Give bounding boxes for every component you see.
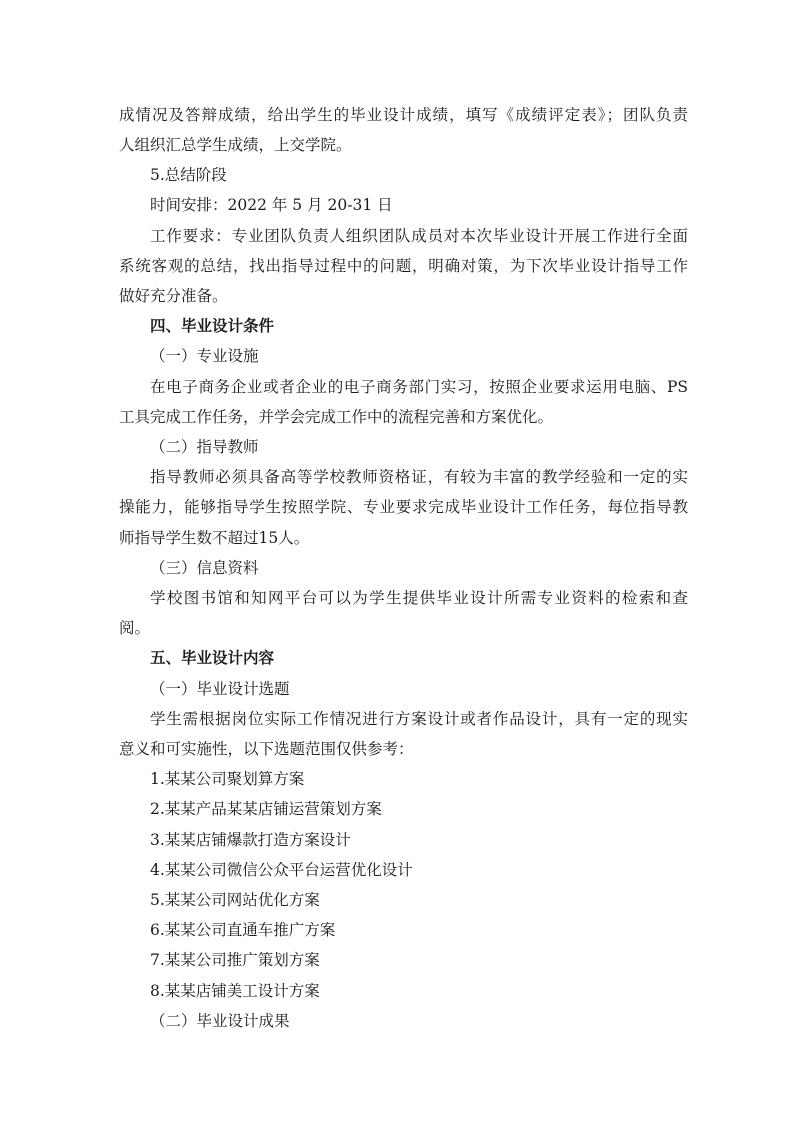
section-heading: 四、毕业设计条件 <box>150 317 275 335</box>
paragraph-line: 时间安排：2022 年 5 月 20-31 日 <box>150 196 393 214</box>
paragraph-line: 意义和可实施性，以下选题范围仅供参考： <box>119 740 414 758</box>
list-item: 1.某某公司聚划算方案 <box>150 770 305 788</box>
list-item: 3.某某店铺爆款打造方案设计 <box>150 831 351 849</box>
section-heading: 5.总结阶段 <box>150 166 227 184</box>
paragraph-line: 阅。 <box>119 619 151 637</box>
subsection-heading: （二）指导教师 <box>150 438 259 456</box>
paragraph-line: 成情况及答辩成绩，给出学生的毕业设计成绩，填写《成绩评定表》；团队负责 <box>119 106 688 124</box>
list-item: 5.某某公司网站优化方案 <box>150 891 320 909</box>
paragraph-line: 操能力，能够指导学生按照学院、专业要求完成毕业设计工作任务，每位指导教 <box>119 498 688 516</box>
paragraph-line: 学校图书馆和知网平台可以为学生提供毕业设计所需专业资料的检索和查 <box>150 589 688 607</box>
list-item: 4.某某公司微信公众平台运营优化设计 <box>150 861 413 879</box>
paragraph-line: 做好充分准备。 <box>119 287 228 305</box>
list-item: 8.某某店铺美工设计方案 <box>150 982 320 1000</box>
paragraph-line: 师指导学生数不超过15人。 <box>119 529 310 547</box>
paragraph-line: 工具完成工作任务，并学会完成工作中的流程完善和方案优化。 <box>119 408 554 426</box>
paragraph-line: 在电子商务企业或者企业的电子商务部门实习，按照企业要求运用电脑、PS <box>150 378 688 396</box>
subsection-heading: （二）毕业设计成果 <box>150 1012 290 1030</box>
paragraph-line: 工作要求：专业团队负责人组织团队成员对本次毕业设计开展工作进行全面 <box>150 227 688 245</box>
paragraph-line: 学生需根据岗位实际工作情况进行方案设计或者作品设计，具有一定的现实 <box>150 710 688 728</box>
list-item: 7.某某公司推广策划方案 <box>150 951 320 969</box>
subsection-heading: （一）专业设施 <box>150 347 259 365</box>
paragraph-line: 指导教师必须具备高等学校教师资格证，有较为丰富的教学经验和一定的实 <box>150 468 688 486</box>
paragraph-line: 系统客观的总结，找出指导过程中的问题，明确对策，为下次毕业设计指导工作 <box>119 257 688 275</box>
paragraph-line: 人组织汇总学生成绩，上交学院。 <box>119 136 352 154</box>
list-item: 6.某某公司直通车推广方案 <box>150 921 336 939</box>
list-item: 2.某某产品某某店铺运营策划方案 <box>150 800 382 818</box>
subsection-heading: （一）毕业设计选题 <box>150 680 290 698</box>
section-heading: 五、毕业设计内容 <box>150 649 275 667</box>
subsection-heading: （三）信息资料 <box>150 559 259 577</box>
